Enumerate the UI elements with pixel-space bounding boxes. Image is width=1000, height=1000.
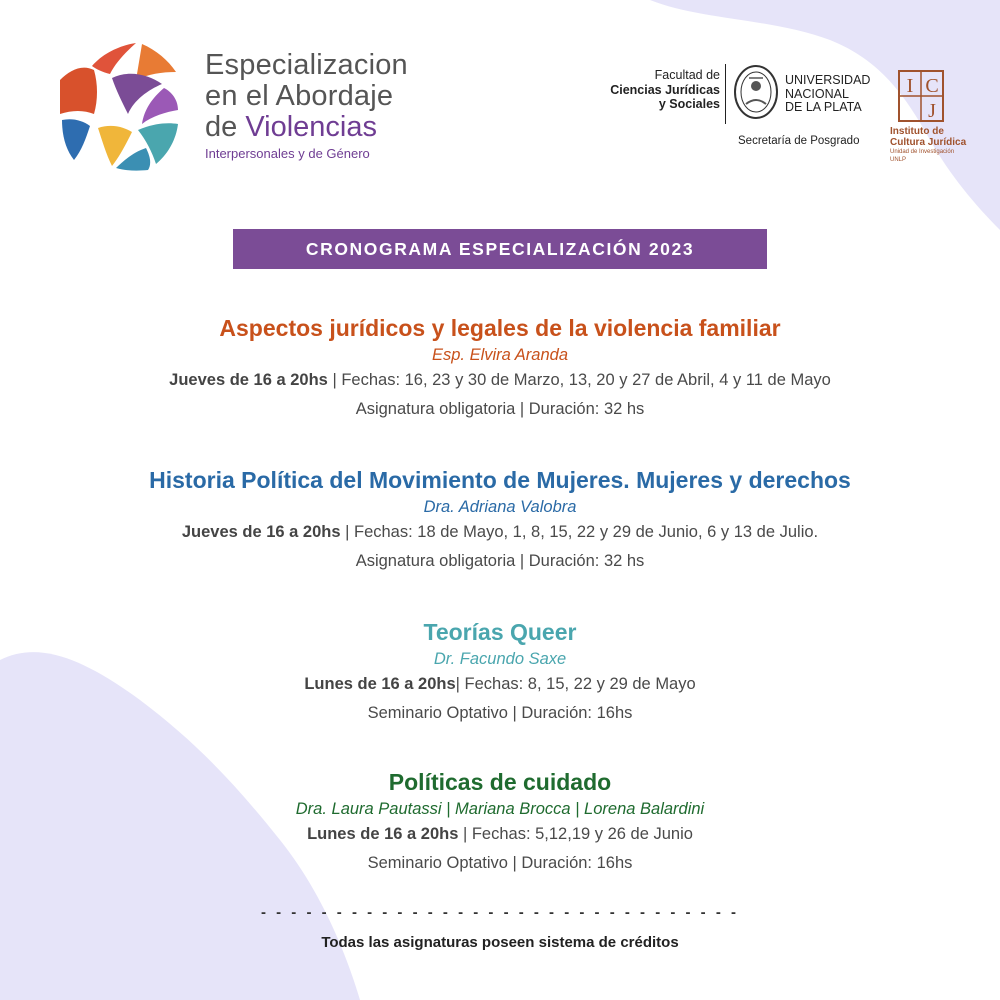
course-schedule: [0, 820, 1000, 849]
icj-line3: Unidad de Investigación UNLP: [890, 149, 955, 163]
faculty-line2: Ciencias Jurídicas: [610, 82, 720, 97]
university-name: [785, 74, 885, 115]
university-seal-icon: [733, 64, 779, 120]
course-schedule-dates: | Fechas: 18 de Mayo, 1, 8, 15, 22 y 29 de Junio, 6 y 13 de Julio.: [340, 523, 819, 541]
course-title: Historia Política del Movimiento de Mujeres. Mujeres y derechos: [149, 467, 851, 493]
course-schedule-time: Lunes de 16 a 20hs: [304, 675, 456, 693]
course-schedule: [0, 670, 1000, 699]
course-info: Seminario Optativo | Duración: 16hs: [367, 854, 633, 872]
university-line3: DE LA PLATA: [785, 100, 862, 114]
svg-text:I: I: [906, 75, 914, 97]
course-title: Teorías Queer: [423, 619, 577, 645]
course-schedule-time: Jueves de 16 a 20hs: [169, 371, 328, 389]
course-block: [0, 314, 1000, 424]
svg-text:J: J: [928, 100, 936, 122]
course-title: Políticas de cuidado: [388, 769, 612, 795]
top-right-blob: [650, 0, 1000, 230]
program-title: [205, 50, 465, 163]
credits-note: Todas las asignaturas poseen sistema de créditos: [321, 934, 679, 951]
course-schedule-time: Jueves de 16 a 20hs: [181, 523, 341, 541]
schedule-banner: CRONOGRAMA ESPECIALIZACIÓN 2023: [233, 229, 767, 269]
course-schedule-dates: | Fechas: 8, 15, 22 y 29 de Mayo: [455, 675, 696, 693]
course-schedule-dates: | Fechas: 5,12,19 y 26 de Junio: [458, 825, 693, 843]
svg-text:C: C: [925, 75, 939, 97]
program-title-accent: Violencias: [245, 111, 377, 143]
faculty-name: [605, 68, 720, 112]
course-schedule-time: Lunes de 16 a 20hs: [307, 825, 459, 843]
program-title-line1: Especializacion: [205, 49, 408, 81]
course-schedule: [0, 366, 1000, 395]
course-info: Asignatura obligatoria | Duración: 32 hs: [355, 400, 645, 418]
program-title-line3: [205, 112, 465, 143]
course-block: [0, 466, 1000, 576]
course-schedule-dates: | Fechas: 16, 23 y 30 de Marzo, 13, 20 y 27 de Abril, 4 y 11 de Mayo: [327, 371, 831, 389]
program-logo-icon: [52, 40, 182, 172]
course-info: Asignatura obligatoria | Duración: 32 hs: [355, 552, 645, 570]
secretaria-label: Secretaría de Posgrado: [738, 135, 860, 147]
program-title-line3-prefix: de: [205, 111, 246, 143]
icj-line1: Instituto de: [890, 126, 944, 137]
icj-logo-icon: [898, 70, 944, 122]
university-line2: NACIONAL: [785, 86, 849, 101]
course-teacher: Dr. Facundo Saxe: [433, 650, 567, 668]
course-info: Seminario Optativo | Duración: 16hs: [367, 704, 633, 722]
university-line1: UNIVERSIDAD: [785, 73, 871, 87]
course-block: [0, 768, 1000, 878]
program-title-line2: en el Abordaje: [205, 80, 394, 112]
course-block: [0, 618, 1000, 728]
dashed-separator: - - - - - - - - - - - - - - - - - - - - - - - - - - - - - - - -: [260, 904, 740, 921]
course-teacher: Esp. Elvira Aranda: [431, 346, 569, 364]
course-title: Aspectos jurídicos y legales de la violencia familiar: [219, 315, 781, 341]
header-divider: [725, 64, 726, 124]
course-teacher: Dra. Adriana Valobra: [423, 498, 577, 516]
course-teacher: Dra. Laura Pautassi | Mariana Brocca | Lorena Balardini: [295, 800, 705, 818]
icj-line2: Cultura Jurídica: [890, 137, 967, 148]
program-subtitle: Interpersonales y de Género: [205, 146, 370, 161]
faculty-line3: y Sociales: [658, 97, 720, 111]
icj-name: [890, 126, 970, 164]
course-schedule: [0, 518, 1000, 547]
faculty-line1: Facultad de: [654, 68, 720, 82]
